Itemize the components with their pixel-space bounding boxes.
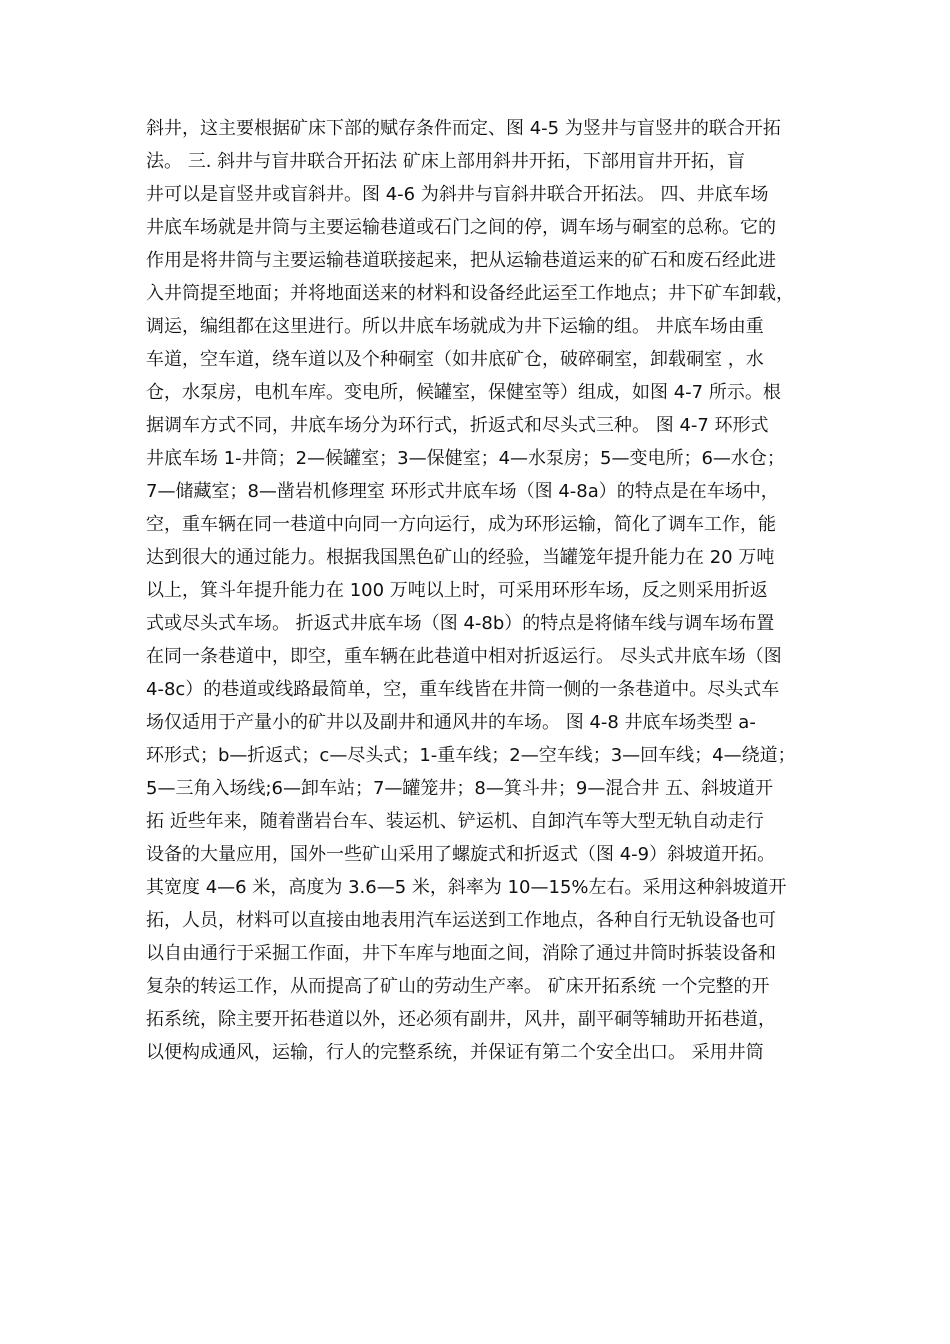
text-line: 以自由通行于采掘工作面，井下车库与地面之间，消除了通过井筒时拆装设备和 (146, 943, 776, 964)
text-line: 以上，箕斗年提升能力在 100 万吨以上时，可采用环形车场，反之则采用折返 (146, 580, 768, 601)
text-line: 设备的大量应用，国外一些矿山采用了螺旋式和折返式（图 4-9）斜坡道开拓。 (146, 844, 776, 865)
text-line: 井底车场 1-井筒；2—候罐室；3—保健室；4—水泵房；5—变电所；6—水仓； (146, 448, 785, 469)
text-line: 作用是将井筒与主要运输巷道联接起来，把从运输巷道运来的矿石和废石经此进 (146, 250, 776, 271)
text-line: 以便构成通风，运输，行人的完整系统，并保证有第二个安全出口。 采用井筒 (146, 1042, 764, 1063)
text-line: 场仅适用于产量小的矿井以及副井和通风井的车场。 图 4-8 井底车场类型 a- (146, 712, 756, 733)
text-line: 环形式；b—折返式；c—尽头式；1-重车线；2—空车线；3—回车线；4—绕道； (146, 745, 796, 766)
text-line: 达到很大的通过能力。根据我国黑色矿山的经验，当罐笼年提升能力在 20 万吨 (146, 547, 775, 568)
text-line: 调运，编组都在这里进行。所以井底车场就成为井下运输的组。 井底车场由重 (146, 316, 764, 337)
text-line: 仓，水泵房，电机车库。变电所，候罐室，保健室等）组成，如图 4-7 所示。根 (146, 382, 781, 403)
text-line: 式或尽头式车场。 折返式井底车场（图 4-8b）的特点是将储车线与调车场布置 (146, 613, 775, 634)
text-line: 4-8c）的巷道或线路最简单，空，重车线皆在井筒一侧的一条巷道中。尽头式车 (146, 679, 780, 700)
text-line: 在同一条巷道中，即空，重车辆在此巷道中相对折返运行。 尽头式井底车场（图 (146, 646, 782, 667)
text-line: 复杂的转运工作，从而提高了矿山的劳动生产率。 矿床开拓系统 一个完整的开 (146, 976, 770, 997)
text-line: 据调车方式不同，井底车场分为环行式，折返式和尽头式三种。 图 4-7 环形式 (146, 415, 769, 436)
text-line: 拓系统，除主要开拓巷道以外，还必须有副井，风井，副平硐等辅助开拓巷道， (146, 1009, 776, 1030)
text-line: 斜井，这主要根据矿床下部的赋存条件而定、图 4-5 为竖井与盲竖井的联合开拓 (146, 118, 781, 139)
text-line: 5—三角入场线;6—卸车站；7—罐笼井；8—箕斗井；9—混合井 五、斜坡道开 (146, 778, 774, 799)
text-line: 入井筒提至地面；并将地面送来的材料和设备经此运至工作地点；井下矿车卸载， (146, 283, 794, 304)
text-line: 空，重车辆在同一巷道中向同一方向运行，成为环形运输，简化了调车工作，能 (146, 514, 776, 535)
text-line: 其宽度 4—6 米，高度为 3.6—5 米，斜率为 10—15%左右。采用这种斜坡道开 (146, 877, 787, 898)
text-line: 车道，空车道，绕车道以及个种硐室（如井底矿仓，破碎硐室，卸载硐室 ，水 (146, 349, 764, 370)
text-line: 法。 三. 斜井与盲井联合开拓法 矿床上部用斜井开拓，下部用盲井开拓，盲 (146, 151, 745, 172)
text-line: 拓 近些年来，随着凿岩台车、装运机、铲运机、自卸汽车等大型无轨自动走行 (146, 811, 764, 832)
text-line: 井可以是盲竖井或盲斜井。图 4-6 为斜井与盲斜井联合开拓法。 四、井底车场 (146, 184, 769, 205)
text-line: 井底车场就是井筒与主要运输巷道或石门之间的停，调车场与硐室的总称。它的 (146, 217, 776, 238)
text-line: 7—储藏室；8—凿岩机修理室 环形式井底车场（图 4-8a）的特点是在车场中， (146, 481, 779, 502)
text-line: 拓，人员，材料可以直接由地表用汽车运送到工作地点，各种自行无轨设备也可 (146, 910, 776, 931)
body-text (146, 112, 806, 1069)
